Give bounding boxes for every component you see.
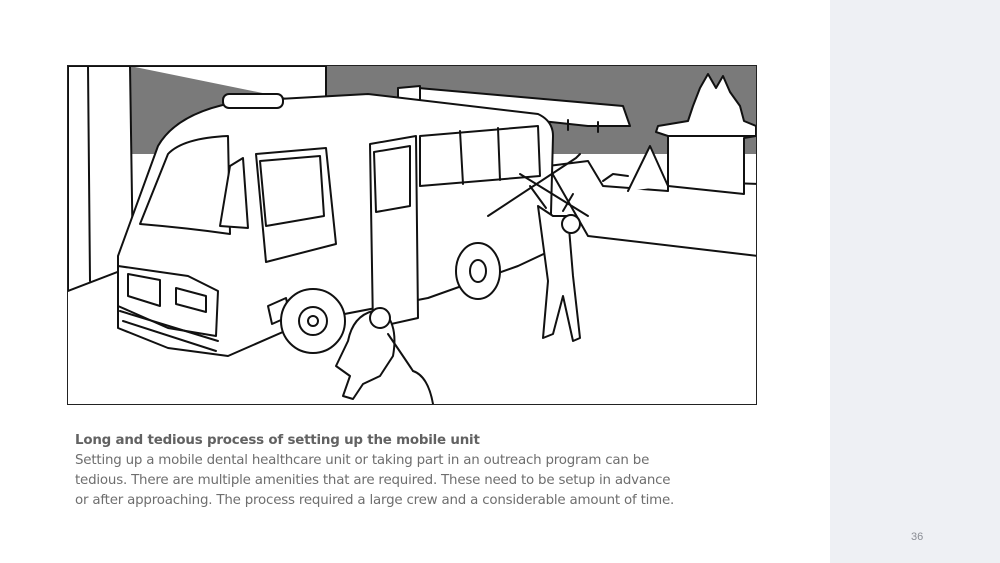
caption-line: or after approaching. The process required a large crew and a considerable amount of time. <box>75 493 675 508</box>
mobile-unit-illustration <box>67 65 757 405</box>
rear-wheel <box>456 243 500 299</box>
front-wheel <box>281 289 345 353</box>
side-panel <box>830 0 1000 563</box>
caption-line: Setting up a mobile dental healthcare unit or taking part in an outreach program can be <box>75 453 650 468</box>
caption-line: tedious. There are multiple amenities that are required. These need to be setup in advance <box>75 473 671 488</box>
caption-title: Long and tedious process of setting up the mobile unit <box>75 433 480 448</box>
caption <box>75 431 775 511</box>
page-number: 36 <box>911 531 924 543</box>
